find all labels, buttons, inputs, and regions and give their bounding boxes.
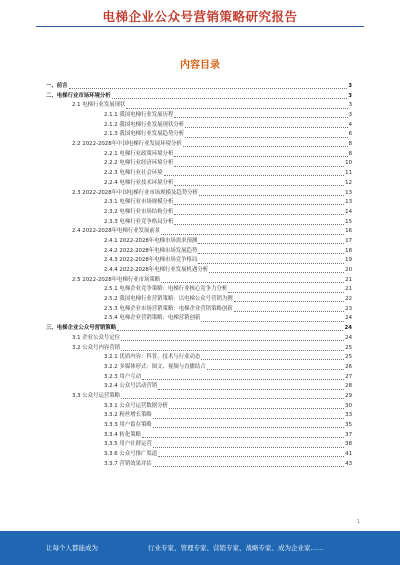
toc-entry-page: 27 (345, 373, 352, 380)
toc-entry-label: 2.5.1 电梯企业竞争策略：电梯行业核心竞争力分析 (104, 286, 228, 293)
toc-entry-page: 19 (345, 257, 352, 264)
toc-leader-dots (199, 195, 344, 196)
toc-entry-page: 24 (345, 334, 352, 341)
toc-entry-page: 10 (345, 160, 352, 167)
toc-leader-dots (185, 137, 347, 138)
toc-entry-page: 3 (348, 102, 352, 109)
toc-entry[interactable] (46, 130, 352, 140)
toc-leader-dots (153, 418, 344, 419)
toc-leader-dots (121, 398, 344, 399)
toc-entry-page: 23 (345, 305, 352, 312)
toc-entry-label: 2.5.2 我国电梯行业营销策略：以电梯公众号营销为例 (104, 296, 233, 303)
toc-entry-page: 12 (345, 179, 352, 186)
footer-slogan-right: 行业专家、管理专家、营销专家、战略专家、成为企业家…… (148, 544, 324, 552)
toc-entry-label: 2.4.4 2022-2028年电梯行业发展机遇分析 (104, 267, 209, 274)
toc-entry[interactable] (46, 140, 352, 150)
toc-entry-label: 2.2.3 电梯行业社会环境 (104, 170, 163, 177)
table-of-contents (46, 82, 352, 470)
toc-entry-label: 2.4.3 2022-2028年电梯市场竞争格局 (104, 257, 198, 264)
toc-entry[interactable] (46, 344, 352, 354)
toc-entry-label: 3.3.7 营销效果评估 (104, 460, 152, 467)
toc-leader-dots (174, 214, 344, 215)
toc-entry-page: 11 (345, 170, 352, 177)
toc-entry[interactable] (46, 92, 352, 102)
toc-entry-page: 3 (348, 112, 352, 119)
toc-entry-page: 18 (345, 247, 352, 254)
toc-leader-dots (185, 127, 347, 128)
toc-entry-label: 2.1.1 我国电梯行业发展历程 (104, 112, 174, 119)
toc-leader-dots (228, 292, 344, 293)
toc-entry-page: 41 (345, 451, 352, 458)
toc-entry-page: 24 (345, 315, 352, 322)
toc-entry-label: 3.3.6 公众号推广渠道 (104, 451, 158, 458)
toc-entry[interactable] (46, 247, 352, 257)
toc-entry[interactable] (46, 421, 352, 431)
toc-entry[interactable] (46, 266, 352, 276)
header-divider (36, 26, 364, 27)
toc-entry-page: 37 (345, 431, 352, 438)
toc-entry-label: 2.2.4 电梯行业技术环境分析 (104, 179, 174, 186)
toc-leader-dots (153, 447, 344, 448)
toc-leader-dots (207, 369, 344, 370)
toc-entry[interactable] (46, 382, 352, 392)
toc-entry-page: 25 (345, 344, 352, 351)
toc-entry-label: 2.3.2 电梯行业市场结构分析 (104, 208, 174, 215)
toc-entry-page: 8 (348, 141, 352, 148)
toc-leader-dots (198, 263, 344, 264)
toc-entry[interactable] (46, 440, 352, 450)
toc-leader-dots (158, 456, 344, 457)
toc-entry-page: 33 (345, 412, 352, 419)
toc-entry-page: 22 (345, 296, 352, 303)
toc-entry[interactable] (46, 402, 352, 412)
toc-leader-dots (142, 437, 344, 438)
toc-entry[interactable] (46, 392, 352, 402)
toc-entry-page: 28 (345, 383, 352, 390)
toc-leader-dots (209, 272, 344, 273)
toc-entry[interactable] (46, 121, 352, 131)
toc-entry-label: 3.2 公众号内容营销 (72, 344, 121, 351)
toc-entry[interactable] (46, 82, 352, 92)
toc-entry-label: 2.3.1 电梯行业市场规模分析 (104, 199, 174, 206)
report-title: 电梯企业公众号营销策略研究报告 (102, 9, 298, 24)
toc-entry[interactable] (46, 324, 352, 334)
toc-entry-label: 3.2.3 用户互动 (104, 373, 141, 380)
toc-entry-page: 15 (345, 218, 352, 225)
toc-entry-page: 14 (345, 208, 352, 215)
footer-slogan-left: 让每个人都能成为 (46, 544, 98, 552)
toc-entry[interactable] (46, 334, 352, 344)
toc-entry[interactable] (46, 285, 352, 295)
document-header (0, 0, 400, 28)
toc-entry[interactable] (46, 169, 352, 179)
toc-entry[interactable] (46, 450, 352, 460)
toc-leader-dots (174, 204, 344, 205)
toc-leader-dots (174, 156, 347, 157)
toc-entry-page: 29 (345, 392, 352, 399)
toc-entry-label: 2.3 2022-2028年中国电梯行业市场规模及趋势分析 (72, 189, 198, 196)
toc-leader-dots (153, 427, 344, 428)
toc-leader-dots (234, 301, 345, 302)
toc-leader-dots (174, 224, 344, 225)
toc-heading: 内容目录 (180, 60, 220, 71)
toc-leader-dots (198, 253, 344, 254)
toc-entry-page: 13 (345, 199, 352, 206)
toc-entry-page: 3 (348, 82, 352, 89)
toc-entry[interactable] (46, 373, 352, 383)
toc-entry[interactable] (46, 295, 352, 305)
toc-entry[interactable] (46, 198, 352, 208)
toc-entry-label: 二、电梯行业市场环境分析 (46, 92, 111, 99)
toc-leader-dots (164, 175, 345, 176)
toc-entry[interactable] (46, 218, 352, 228)
toc-entry-label: 2.2 2022-2028年中国电梯行业发展环境分析 (72, 141, 182, 148)
toc-entry-label: 3.2.2 多媒体形式：图文、视频与直播结合 (104, 363, 206, 370)
toc-leader-dots (161, 282, 344, 283)
page-number: 1 (356, 519, 360, 525)
toc-entry-label: 2.1 电梯行业发展现状 (72, 102, 126, 109)
toc-entry[interactable] (46, 315, 352, 325)
toc-leader-dots (121, 340, 344, 341)
toc-entry[interactable] (46, 111, 352, 121)
toc-entry-label: 3.2.1 优质内容：科普、技术与行业动态 (104, 354, 201, 361)
toc-entry-page: 24 (344, 325, 352, 332)
toc-entry[interactable] (46, 276, 352, 286)
toc-leader-dots (174, 166, 344, 167)
toc-entry-page: 30 (345, 402, 352, 409)
toc-entry-label: 2.5.3 电梯企业市场营销策略：电梯企业营销策略创新 (104, 305, 233, 312)
toc-entry-label: 2.5 2022-2028年电梯行业市场策略 (72, 276, 161, 283)
toc-entry-page: 17 (345, 237, 352, 244)
toc-entry-label: 2.2.2 电梯行业经济环境分析 (104, 160, 174, 167)
toc-entry-page: 6 (348, 131, 352, 138)
toc-entry-page: 4 (348, 121, 352, 128)
toc-entry-label: 3.3.2 粉丝增长策略 (104, 412, 152, 419)
toc-entry-page: 13 (345, 189, 352, 196)
toc-entry-label: 3.1 企业公众号定位 (72, 334, 121, 341)
toc-entry-label: 3.3.3 用户留存策略 (104, 422, 152, 429)
toc-leader-dots (183, 146, 348, 147)
toc-entry-page: 20 (345, 267, 352, 274)
toc-entry-page: 43 (345, 460, 352, 467)
toc-leader-dots (158, 389, 344, 390)
toc-entry-label: 2.2.1 电梯行业政策环境分析 (104, 150, 174, 157)
toc-entry-page: 21 (345, 286, 352, 293)
toc-leader-dots (174, 117, 347, 118)
toc-entry-page: 25 (345, 354, 352, 361)
toc-entry[interactable] (46, 460, 352, 470)
toc-leader-dots (234, 311, 345, 312)
toc-entry[interactable] (46, 150, 352, 160)
toc-entry-page: 21 (345, 276, 352, 283)
toc-entry-label: 一、前言 (46, 82, 68, 89)
toc-entry-page: 3 (348, 92, 352, 99)
toc-entry[interactable] (46, 237, 352, 247)
footer-banner (0, 531, 400, 565)
toc-entry-label: 2.1.3 我国电梯行业发展趋势分析 (104, 131, 185, 138)
toc-leader-dots (198, 243, 344, 244)
toc-leader-dots (161, 234, 344, 235)
toc-entry-label: 2.3.3 电梯行业竞争格局分析 (104, 218, 174, 225)
toc-entry[interactable] (46, 160, 352, 170)
toc-entry-label: 2.5.4 电梯企业营销策略：电梯营销创新 (104, 315, 201, 322)
toc-entry-label: 3.3.1 公众号运营数据分析 (104, 402, 168, 409)
toc-leader-dots (174, 185, 344, 186)
toc-entry-label: 3.2.4 公众号活动营销 (104, 383, 158, 390)
toc-leader-dots (69, 88, 348, 89)
toc-leader-dots (201, 359, 344, 360)
toc-leader-dots (126, 108, 347, 109)
toc-entry[interactable] (46, 189, 352, 199)
toc-entry-label: 2.4.1 2022-2028年电梯市场需求预测 (104, 237, 198, 244)
toc-entry[interactable] (46, 179, 352, 189)
toc-leader-dots (121, 350, 344, 351)
toc-entry[interactable] (46, 101, 352, 111)
toc-leader-dots (201, 321, 344, 322)
toc-leader-dots (153, 466, 344, 467)
toc-entry[interactable] (46, 431, 352, 441)
toc-entry[interactable] (46, 208, 352, 218)
toc-entry[interactable] (46, 363, 352, 373)
toc-entry-label: 2.4 2022-2028年电梯行业发展前景 (72, 228, 161, 235)
toc-leader-dots (117, 330, 343, 331)
toc-entry-label: 三、电梯企业公众号营销策略 (46, 325, 117, 332)
toc-entry[interactable] (46, 305, 352, 315)
toc-entry-label: 2.1.2 我国电梯行业发展现状分析 (104, 121, 185, 128)
toc-entry-label: 3.3.5 用户社群运营 (104, 441, 152, 448)
toc-entry[interactable] (46, 227, 352, 237)
toc-entry-page: 38 (345, 441, 352, 448)
toc-entry-page: 8 (348, 150, 352, 157)
toc-leader-dots (142, 379, 344, 380)
toc-entry-label: 3.3.4 转化策略 (104, 431, 141, 438)
toc-entry[interactable] (46, 353, 352, 363)
toc-leader-dots (112, 98, 348, 99)
toc-entry-page: 16 (345, 228, 352, 235)
toc-entry-page: 26 (345, 363, 352, 370)
toc-entry-label: 2.4.2 2022-2028年电梯市场发展趋势 (104, 247, 198, 254)
toc-entry[interactable] (46, 411, 352, 421)
toc-entry[interactable] (46, 256, 352, 266)
toc-entry-page: 35 (345, 422, 352, 429)
toc-entry-label: 3.3 公众号运营策略 (72, 392, 121, 399)
toc-leader-dots (169, 408, 344, 409)
